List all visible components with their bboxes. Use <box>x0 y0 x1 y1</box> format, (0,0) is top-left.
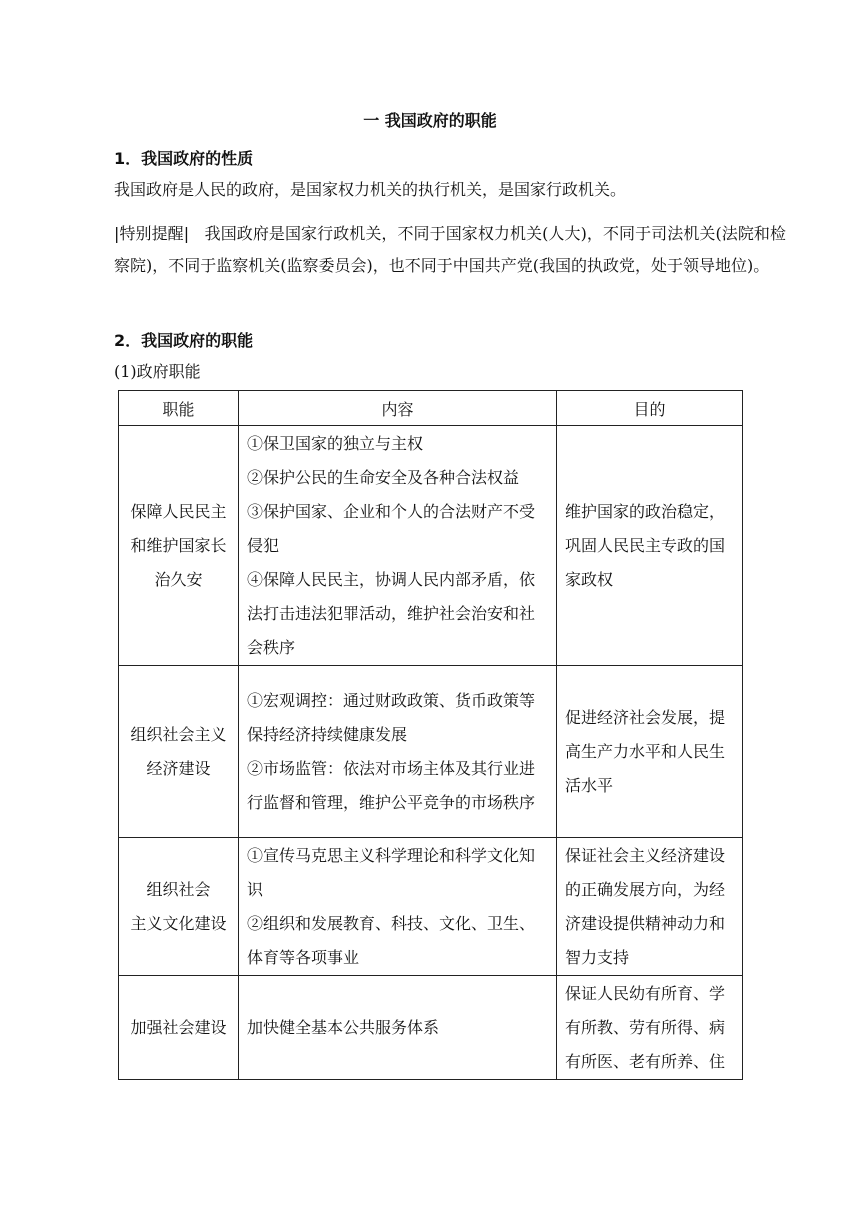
table-row <box>119 976 743 1080</box>
function-line: 经济建设 <box>146 758 211 778</box>
nature-paragraph: 我国政府是人民的政府，是国家权力机关的执行机关，是国家行政机关。 <box>114 180 627 199</box>
function-cell <box>119 976 239 1080</box>
function-line: 组织社会主义 <box>130 724 227 744</box>
purpose-cell: 保证社会主义经济建设的正确发展方向，为经济建设提供精神动力和智力支持 <box>557 838 743 976</box>
header-content: 内容 <box>239 391 557 426</box>
special-reminder <box>114 218 786 282</box>
content-cell <box>239 976 557 1080</box>
content-cell <box>239 666 557 838</box>
content-item: ①宏观调控：通过财政政策、货币政策等保持经济持续健康发展 <box>247 690 536 744</box>
function-line: 组织社会 <box>146 879 211 899</box>
table-row <box>119 426 743 666</box>
content-item: ②组织和发展教育、科技、文化、卫生、体育等各项事业 <box>247 913 536 967</box>
table-header-row <box>119 391 743 426</box>
purpose-cell: 维护国家的政治稳定，巩固人民民主专政的国家政权 <box>557 426 743 666</box>
header-function: 职能 <box>119 391 239 426</box>
table-row <box>119 838 743 976</box>
subsection-title-functions: 2．我国政府的职能 <box>114 331 254 350</box>
content-item: 加快健全基本公共服务体系 <box>247 1017 440 1037</box>
section-title: 一 我国政府的职能 <box>363 111 497 130</box>
function-line: 保障人民民主 <box>130 501 227 521</box>
special-reminder-text: 我国政府是国家行政机关，不同于国家权力机关(人大)，不同于司法机关(法院和检察院)，不同于监察机关(监察委员会)，也不同于中国共产党(我国的执政党，处于领导地位)。 <box>114 224 786 275</box>
content-cell <box>239 426 557 666</box>
special-reminder-label: |特别提醒| <box>114 224 190 243</box>
function-cell <box>119 838 239 976</box>
function-line: 治久安 <box>154 569 203 589</box>
header-purpose: 目的 <box>557 391 743 426</box>
content-item: ③保护国家、企业和个人的合法财产不受侵犯 <box>247 501 536 555</box>
function-cell <box>119 426 239 666</box>
content-cell <box>239 838 557 976</box>
function-line: 和维护国家长 <box>130 535 227 555</box>
content-item: ①宣传马克思主义科学理论和科学文化知识 <box>247 845 536 899</box>
content-item: ②市场监管：依法对市场主体及其行业进行监督和管理，维护公平竞争的市场秩序 <box>247 758 536 812</box>
content-item: ①保卫国家的独立与主权 <box>247 433 424 453</box>
purpose-cell: 促进经济社会发展，提高生产力水平和人民生活水平 <box>557 666 743 838</box>
function-line: 加强社会建设 <box>130 1017 227 1037</box>
table-row <box>119 666 743 838</box>
functions-table <box>118 390 743 1080</box>
function-cell <box>119 666 239 838</box>
functions-item-label: (1)政府职能 <box>114 362 201 381</box>
content-item: ④保障人民民主，协调人民内部矛盾，依法打击违法犯罪活动，维护社会治安和社会秩序 <box>247 569 536 657</box>
function-line: 主义文化建设 <box>130 913 227 933</box>
subsection-title-nature: 1．我国政府的性质 <box>114 149 254 168</box>
content-item: ②保护公民的生命安全及各种合法权益 <box>247 467 520 487</box>
purpose-cell: 保证人民幼有所育、学有所教、劳有所得、病有所医、老有所养、住 <box>557 976 743 1080</box>
